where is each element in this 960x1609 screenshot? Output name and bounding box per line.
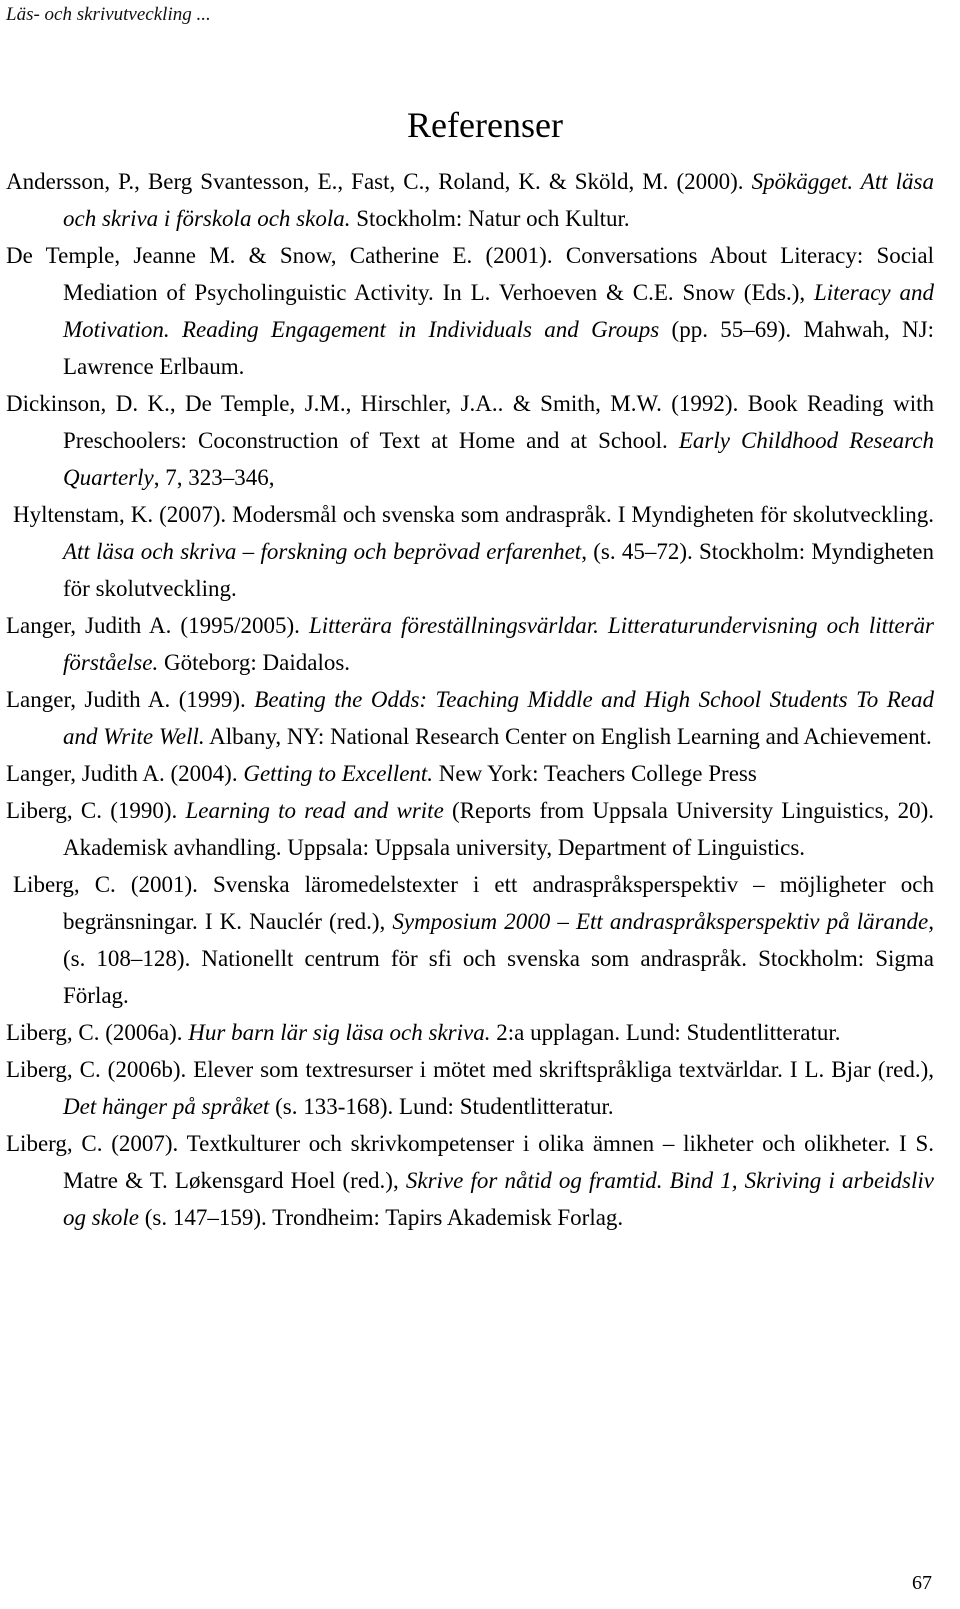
reference-entry	[6, 163, 934, 237]
reference-entry	[6, 385, 934, 496]
reference-entry	[6, 866, 934, 1014]
page-number: 67	[912, 1572, 932, 1594]
reference-entry	[6, 681, 934, 755]
reference-text: (s. 108–128). Nationellt centrum för sfi och svenska som andraspråk. Stockholm: Sigma Förlag.	[63, 946, 934, 1008]
reference-text: Andersson, P., Berg Svantesson, E., Fast, C., Roland, K. & Sköld, M. (2000).	[6, 169, 752, 194]
reference-title-italic: Att läsa och skriva – forskning och beprövad erfarenhet	[63, 539, 582, 564]
reference-entry	[6, 792, 934, 866]
reference-text: Liberg, C. (2001). Svenska läromedelstexter i ett andraspråksperspektiv – möjligheter och begränsningar. I K. Nauclér (red.),	[13, 872, 934, 934]
reference-entry	[6, 237, 934, 385]
reference-text: , 7, 323–346,	[153, 465, 275, 490]
reference-title-italic: Skrive for nåtid og framtid. Bind 1, Skriving i arbeidsliv og skole	[63, 1168, 934, 1230]
reference-text: Langer, Judith A. (2004).	[6, 761, 244, 786]
reference-title-italic: Symposium 2000 – Ett andraspråksperspektiv på lärande,	[392, 909, 934, 934]
reference-text: Liberg, C. (2006b). Elever som textresurser i mötet med skriftspråkliga textvärldar. I L. Bjar (red.),	[6, 1057, 934, 1082]
reference-entry	[6, 607, 934, 681]
reference-entry	[6, 1051, 934, 1125]
reference-text: Göteborg: Daidalos.	[158, 650, 351, 675]
reference-title-italic: Hur barn lär sig läsa och skriva.	[188, 1020, 491, 1045]
reference-text: Liberg, C. (1990).	[6, 798, 186, 823]
reference-entry	[6, 755, 934, 792]
reference-title-italic: Learning to read and write	[185, 798, 444, 823]
reference-text: Dickinson, D. K., De Temple, J.M., Hirschler, J.A.. & Smith, M.W. (1992). Book Reading with Preschoolers: Coconstruction of Text at Home and at School.	[6, 391, 934, 453]
reference-entry	[6, 1125, 934, 1236]
reference-text: Liberg, C. (2006a).	[6, 1020, 189, 1045]
reference-text: (Reports from Uppsala University Linguistics, 20). Akademisk avhandling. Uppsala: Uppsala university, Department of Linguistics.	[63, 798, 934, 860]
reference-text: (s. 147–159). Trondheim: Tapirs Akademisk Forlag.	[139, 1205, 624, 1230]
reference-title-italic: Getting to Excellent.	[243, 761, 434, 786]
reference-list	[6, 163, 934, 1236]
reference-text: New York: Teachers College Press	[433, 761, 757, 786]
reference-text: Stockholm: Natur och Kultur.	[350, 206, 630, 231]
reference-text: Albany, NY: National Research Center on English Learning and Achievement.	[204, 724, 932, 749]
reference-text: De Temple, Jeanne M. & Snow, Catherine E. (2001). Conversations About Literacy: Social Mediation of Psycholinguistic Activity. In L. Verhoeven & C.E. Snow (Eds.),	[6, 243, 934, 305]
running-head: Läs- och skrivutveckling ...	[6, 4, 211, 25]
reference-text: (s. 133-168). Lund: Studentlitteratur.	[269, 1094, 614, 1119]
reference-title-italic: Beating the Odds: Teaching Middle and High School Students To Read and Write Well.	[63, 687, 934, 749]
reference-text: Langer, Judith A. (1999).	[6, 687, 255, 712]
reference-text: Langer, Judith A. (1995/2005).	[6, 613, 309, 638]
reference-text: (pp. 55–69). Mahwah, NJ: Lawrence Erlbaum.	[63, 317, 934, 379]
reference-text: , (s. 45–72). Stockholm: Myndigheten för skolutveckling.	[63, 539, 934, 601]
reference-entry	[6, 1014, 934, 1051]
reference-title-italic: Spökägget. Att läsa och skriva i förskola och skola.	[63, 169, 934, 231]
reference-text: Liberg, C. (2007). Textkulturer och skrivkompetenser i olika ämnen – likheter och olikheter. I S. Matre & T. Løkensgard Hoel (red.),	[6, 1131, 934, 1193]
reference-text: Hyltenstam, K. (2007). Modersmål och svenska som andraspråk. I Myndigheten för skolutveckling.	[13, 502, 934, 527]
reference-title-italic: Litterära föreställningsvärldar. Litteraturundervisning och litterär förståelse.	[63, 613, 934, 675]
reference-text: 2:a upplagan. Lund: Studentlitteratur.	[490, 1020, 841, 1045]
reference-title-italic: Det hänger på språket	[63, 1094, 270, 1119]
reference-entry	[6, 496, 934, 607]
reference-title-italic: Early Childhood Research Quarterly	[63, 428, 934, 490]
page-title: Referenser	[407, 105, 563, 145]
reference-title-italic: Literacy and Motivation. Reading Engagement in Individuals and Groups	[63, 280, 934, 342]
